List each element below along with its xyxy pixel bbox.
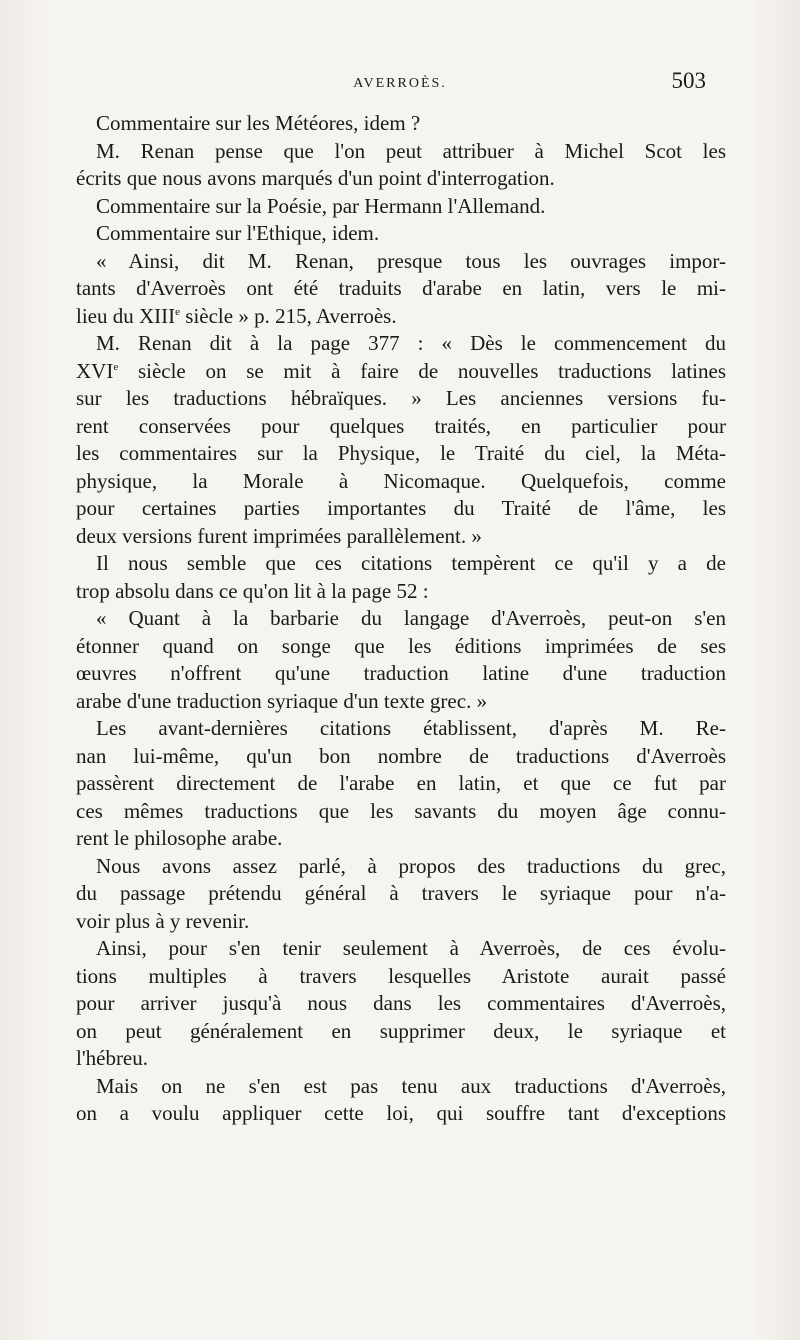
text-line: M. Renan pense que l'on peut attribuer à Michel Scot les: [96, 138, 726, 163]
text-line-start: XVI: [76, 358, 114, 383]
text-line: physique, la Morale à Nicomaque. Quelquefois, comme: [76, 468, 726, 493]
text-line: rent le philosophe arabe.: [76, 826, 283, 850]
text-line: pour certaines parties importantes du Traité de l'âme, les: [76, 496, 726, 520]
body-text: [76, 110, 726, 1128]
text-line: Commentaire sur la Poésie, par Hermann l'Allemand.: [96, 193, 546, 218]
text-line: sur les traductions hébraïques. » Les anciennes versions fu-: [76, 386, 726, 410]
text-line: « Ainsi, dit M. Renan, presque tous les ouvrages impor-: [96, 248, 726, 273]
text-line: [76, 303, 726, 331]
text-line: trop absolu dans ce qu'on lit à la page 52 :: [76, 578, 429, 603]
text-line: Nous avons assez parlé, à propos des traductions du grec,: [96, 853, 726, 878]
superscript: e: [113, 360, 119, 373]
text-line: voir plus à y revenir.: [76, 908, 250, 933]
running-head: AVERROÈS.: [353, 76, 447, 91]
text-line: les commentaires sur la Physique, le Traité du ciel, la Méta-: [76, 441, 726, 465]
text-line: Il nous semble que ces citations tempèrent ce qu'il y a de: [96, 551, 726, 575]
text-line: écrits que nous avons marqués d'un point d'interrogation.: [76, 166, 555, 190]
text-line-rest: siècle » p. 215, Averroès.: [180, 303, 397, 328]
text-line-rest: siècle on se mit à faire de nouvelles traductions latines: [118, 358, 726, 383]
text-line: deux versions furent imprimées parallèlement. »: [76, 523, 482, 548]
text-line: Commentaire sur l'Ethique, idem.: [96, 221, 380, 245]
text-line: passèrent directement de l'arabe en latin, et que ce fut par: [76, 771, 726, 795]
text-line: rent conservées pour quelques traités, en particulier pour: [76, 413, 726, 438]
superscript: e: [175, 305, 181, 318]
text-line: pour arriver jusqu'à nous dans les commentaires d'Averroès,: [76, 991, 726, 1015]
text-line-start: lieu du XIII: [76, 303, 176, 328]
text-line: étonner quand on songe que les éditions imprimées de ses: [76, 633, 726, 658]
text-line: on a voulu appliquer cette loi, qui souffre tant d'exceptions: [76, 1101, 726, 1125]
text-line: du passage prétendu général à travers le syriaque pour n'a-: [76, 881, 726, 905]
text-line: arabe d'une traduction syriaque d'un texte grec. »: [76, 688, 488, 713]
text-line: Ainsi, pour s'en tenir seulement à Averroès, de ces évolu-: [96, 936, 726, 960]
text-line: œuvres n'offrent qu'une traduction latine d'une traduction: [76, 661, 726, 685]
text-line: nan lui-même, qu'un bon nombre de traductions d'Averroès: [76, 743, 726, 768]
text-line: tions multiples à travers lesquelles Aristote aurait passé: [76, 963, 726, 988]
text-line: « Quant à la barbarie du langage d'Averroès, peut-on s'en: [96, 606, 726, 630]
page-number: 503: [671, 68, 706, 93]
text-line: Commentaire sur les Météores, idem ?: [96, 111, 421, 135]
text-line: tants d'Averroès ont été traduits d'arabe en latin, vers le mi-: [76, 276, 726, 300]
text-line: l'hébreu.: [76, 1046, 149, 1070]
text-line: Mais on ne s'en est pas tenu aux traductions d'Averroès,: [96, 1073, 726, 1098]
text-line: Les avant-dernières citations établissent, d'après M. Re-: [96, 716, 726, 740]
text-line: [76, 358, 726, 386]
text-line: M. Renan dit à la page 377 : « Dès le commencement du: [96, 331, 726, 355]
page-header: [0, 68, 800, 100]
text-line: ces mêmes traductions que les savants du moyen âge connu-: [76, 798, 726, 823]
text-line: on peut généralement en supprimer deux, le syriaque et: [76, 1018, 726, 1043]
